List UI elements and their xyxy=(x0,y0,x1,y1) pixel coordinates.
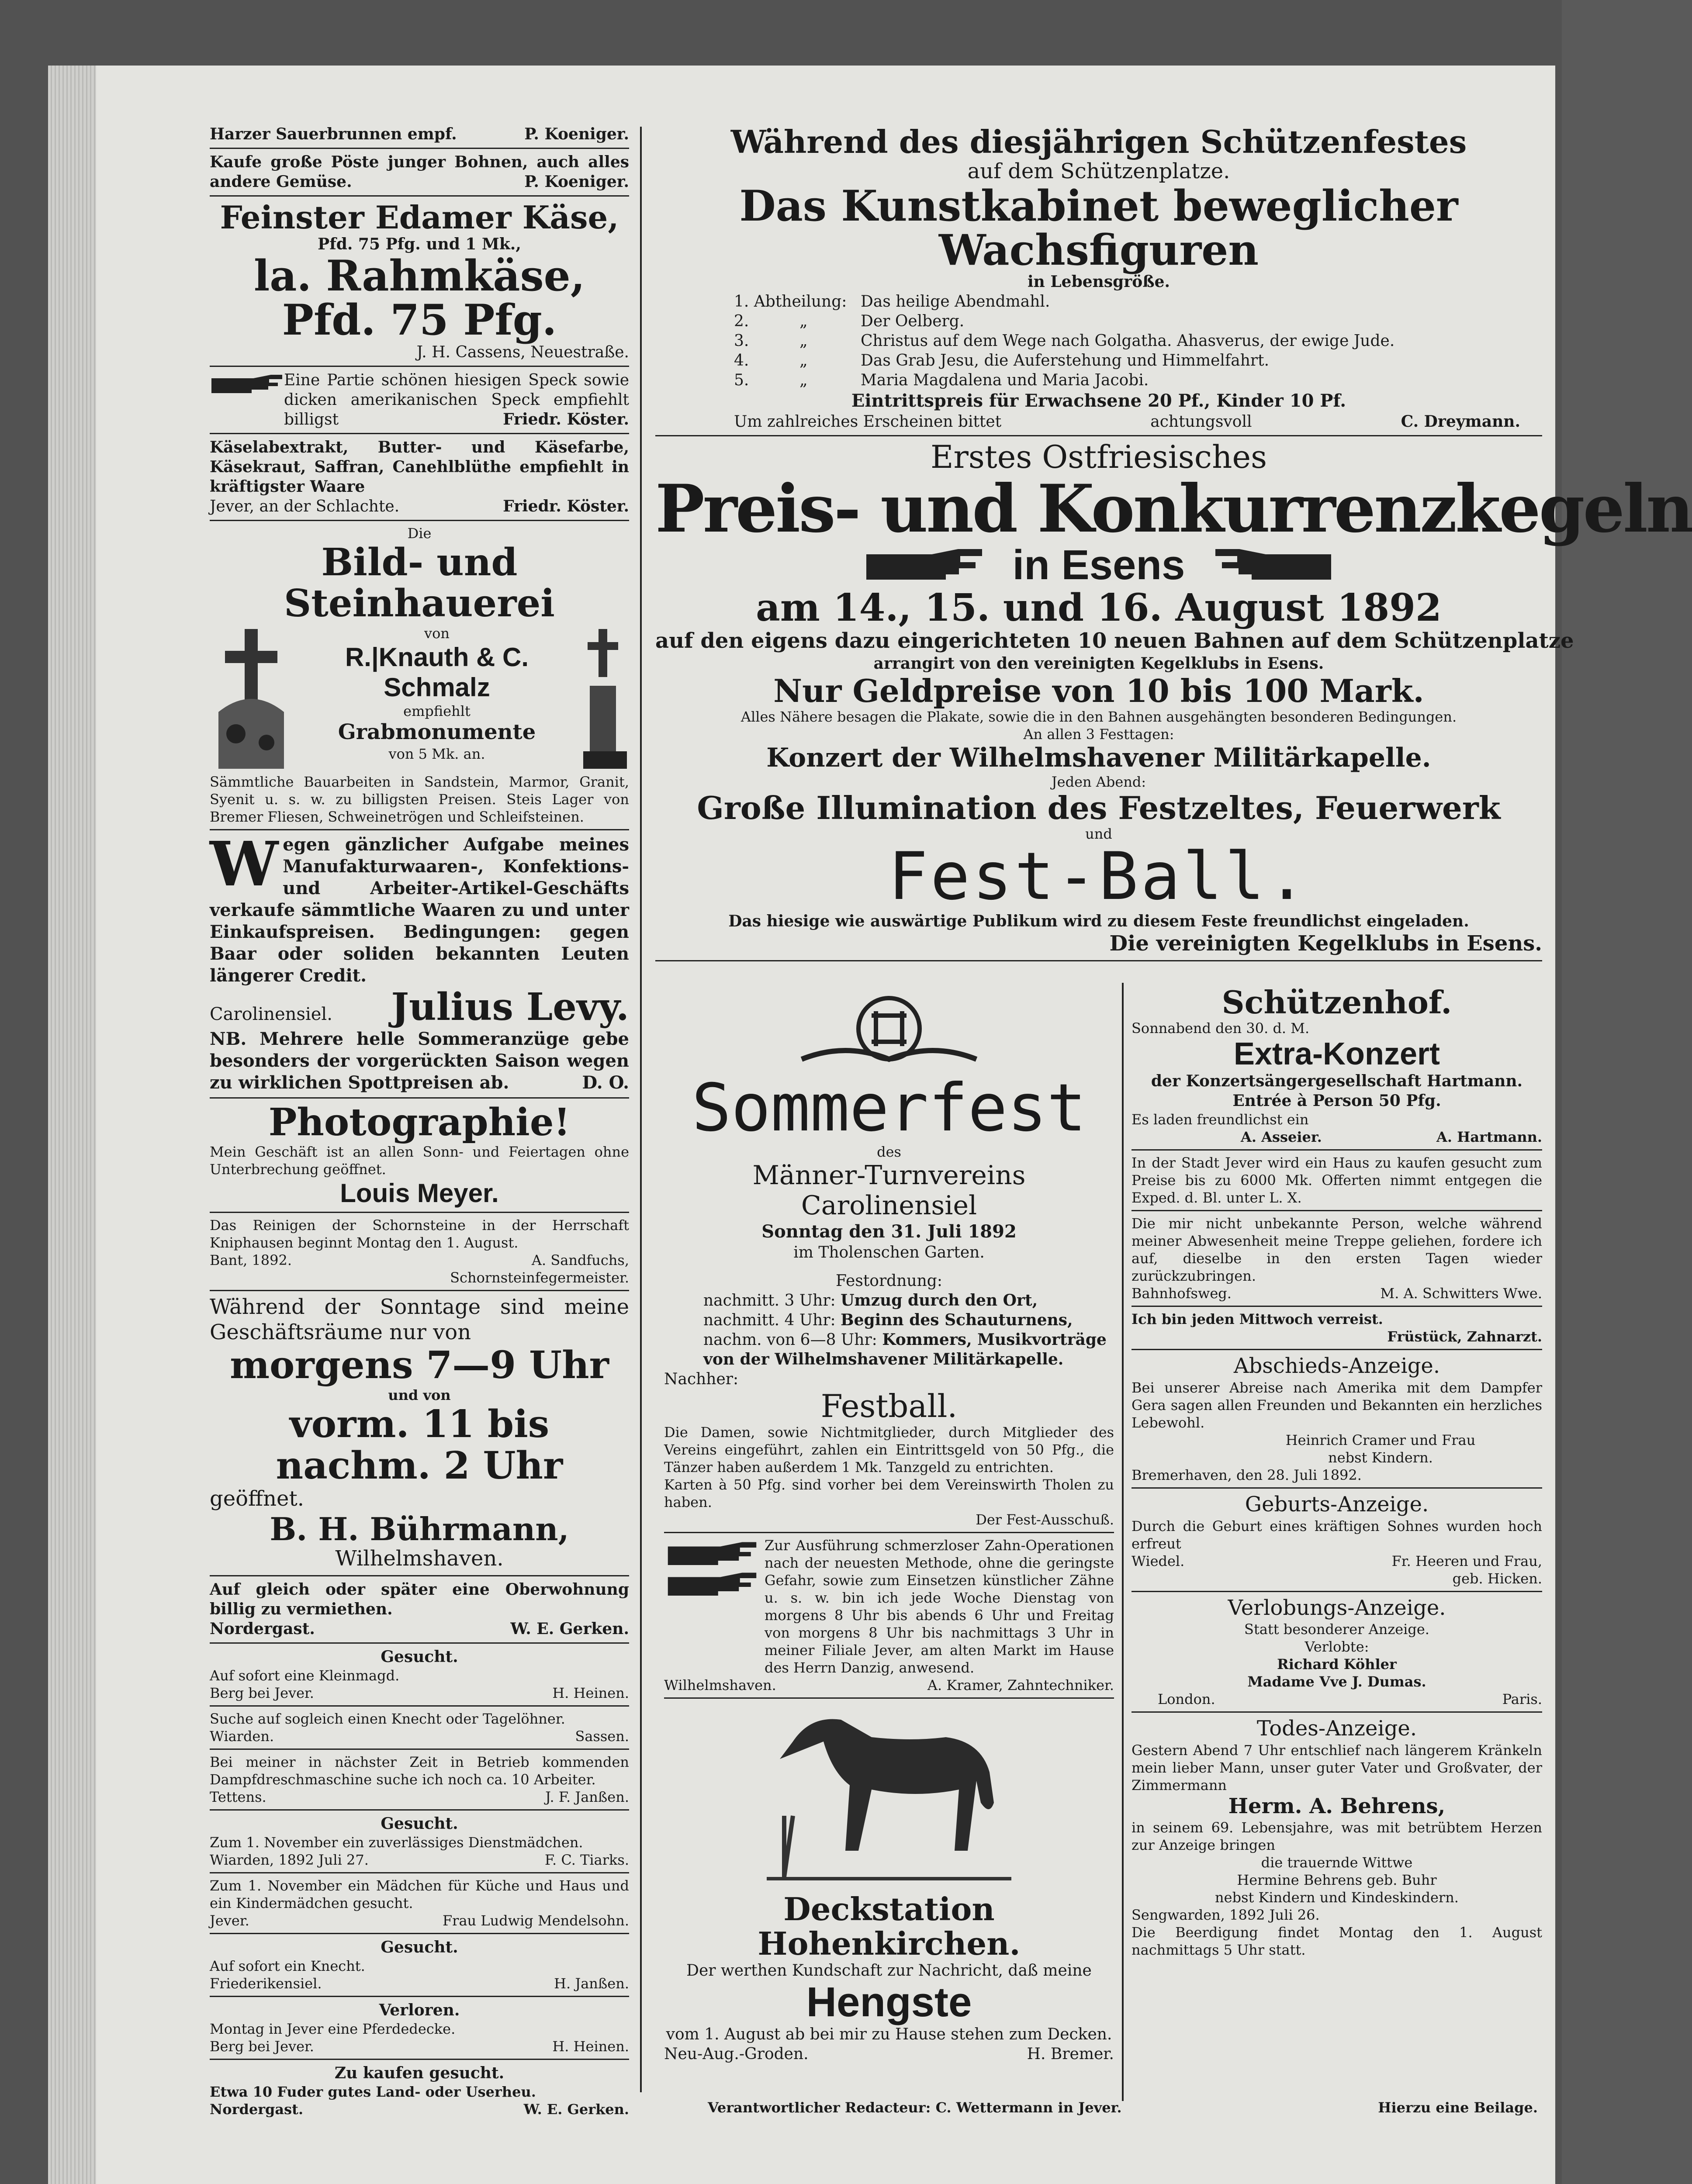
ad-place: Jever. xyxy=(210,1912,249,1929)
ad-signature: Hermine Behrens geb. Buhr xyxy=(1237,1872,1437,1889)
ad-text: Sämmtliche Bauarbeiten in Sandstein, Marmor, Granit, Syenit u. s. w. zu billigsten Preisen. Steis Lager von Bremer Fliesen, Schweinetrögen und Schleifsteinen. xyxy=(210,773,629,825)
ad-text: Karten à 50 Pfg. sind vorher bei dem Vereinswirth Tholen zu haben. xyxy=(664,1476,1114,1510)
ad-signature: A. Kramer, Zahntechniker. xyxy=(927,1676,1114,1693)
ad-firm: R.|Knauth & C. Schmalz xyxy=(345,642,529,702)
ad-text: Zur Ausführung schmerzloser Zahn-Operationen nach der neuesten Methode, ohne die geringste Gefahr, sowie zum Einsetzen künstlicher Zähne u. s. w. bin ich jede Woche Dienstag von morgens 8 Uhr bis abends 6 Uhr und Freitag von morgens 8 Uhr bis nachmittags 3 Uhr in meiner Filiale Jever, am alten Markt im Hause des Herrn Danzig, anwesend. xyxy=(765,1537,1114,1676)
program-time: nachmitt. 3 Uhr: xyxy=(703,1291,836,1310)
ad-place: Jever, an der Schlachte. xyxy=(210,497,400,515)
ad-signature: Früstück, Zahnarzt. xyxy=(1387,1328,1542,1345)
ad-levy xyxy=(210,828,629,1094)
ad-bohnen xyxy=(210,152,629,192)
column-rule-left xyxy=(640,127,642,2092)
ad-name: Herm. A. Behrens, xyxy=(1228,1794,1446,1818)
ad-headline: Verlobungs-Anzeige. xyxy=(1228,1595,1446,1620)
ad-signature-title: Schornsteinfegermeister. xyxy=(450,1269,629,1286)
ad-todes xyxy=(1131,1716,1542,1959)
ad-text: Das Reinigen der Schornsteine in der Herrschaft Kniphausen beginnt Montag den 1. August. xyxy=(210,1217,629,1251)
ad-price: Entrée à Person 50 Pfg. xyxy=(1232,1092,1441,1110)
ad-text: Die Damen, sowie Nichtmitglieder, durch Mitglieder des Vereins eingeführt, zahlen ein Eintrittsgeld von 50 Pfg., die Tänzer haben außerdem 1 Mk. Tanzgeld zu entrichten. xyxy=(664,1424,1114,1476)
ad-text: Auf sofort ein Knecht. xyxy=(210,1957,365,1974)
ad-text: Die mir nicht unbekannte Person, welche während meiner Abwesenheit meine Treppe geliehen, fordere ich auf, dieselbe in den ersten Tagen wieder zurückzubringen. xyxy=(1131,1215,1542,1285)
ad-headline: Photographie! xyxy=(268,1100,571,1144)
ad-place: Friederikensiel. xyxy=(210,1975,322,1992)
ad-text: geöffnet. xyxy=(210,1486,304,1511)
ad-place: Berg bei Jever. xyxy=(210,1684,314,1701)
ad-text: Suche auf sogleich einen Knecht oder Tagelöhner. xyxy=(210,1710,565,1727)
ad-signature: Frau Ludwig Mendelsohn. xyxy=(442,1912,629,1929)
ad-headline: la. Rahmkäse, Pfd. 75 Pfg. xyxy=(253,251,585,345)
ad-signature: Friedr. Köster. xyxy=(503,410,629,429)
pointing-hand-icon xyxy=(664,1567,760,1598)
ad-headline: Gesucht. xyxy=(381,1938,458,1956)
list-number: 4. xyxy=(734,352,749,370)
ad-headline: Das Kunstkabinet beweglicher Wachsfiguren xyxy=(739,181,1458,275)
ad-date: Sonntag den 31. Juli 1892 xyxy=(761,1221,1017,1242)
ad-signature: Der Fest-Ausschuß. xyxy=(976,1511,1114,1528)
ad-text: vom 1. August ab bei mir zu Hause stehen zum Decken. xyxy=(666,2025,1112,2043)
ad-text: Während der Sonntage sind meine Geschäftsräume nur von xyxy=(210,1295,629,1344)
ad-place: Paris. xyxy=(1502,1691,1542,1708)
ad-place: London. xyxy=(1158,1691,1215,1708)
list-item: Das Grab Jesu, die Auferstehung und Himmelfahrt. xyxy=(861,352,1270,370)
ad-text: Eine Partie schönen hiesigen Speck sowie dicken amerikanischen Speck empfiehlt billigst xyxy=(284,371,629,429)
ad-headline: Männer-Turnvereins Carolinensiel xyxy=(752,1160,1026,1221)
ad-headline: Hengste xyxy=(806,1979,972,2026)
ad-date: Sonnabend den 30. d. M. xyxy=(1131,1020,1310,1037)
ad-signature: H. Bremer. xyxy=(1027,2045,1114,2063)
ad-place: Tettens. xyxy=(210,1788,266,1805)
ad-signature: Sassen. xyxy=(575,1728,629,1745)
ad-place: Nordergast. xyxy=(210,2101,304,2118)
ad-text: Etwa 10 Fuder gutes Land- oder Userheu. xyxy=(210,2083,536,2100)
ad-headline: Gesucht. xyxy=(381,1814,458,1833)
ad-place: Carolinensiel. xyxy=(210,1004,332,1024)
ad-text: von xyxy=(424,625,450,642)
ad-text: arrangirt von den vereinigten Kegelklubs in Esens. xyxy=(873,654,1324,673)
ad-text: Erstes Ostfriesisches xyxy=(930,439,1267,476)
ad-text: Montag in Jever eine Pferdedecke. xyxy=(210,2020,456,2037)
ad-sauerbrunnen xyxy=(210,124,629,144)
ad-text: Durch die Geburt eines kräftigen Sohnes wurden hoch erfreut xyxy=(1131,1517,1542,1552)
list-number: 2. xyxy=(734,312,749,331)
drop-cap: W xyxy=(210,828,279,900)
ad-text: Bei meiner in nächster Zeit in Betrieb kommenden Dampfdreschmaschine suche ich noch ca. 10 Arbeiter. xyxy=(210,1753,629,1788)
ad-text: NB. Mehrere helle Sommeranzüge gebe besonders der vorgerückten Saison wegen zu wirklichen Spottpreisen ab. xyxy=(210,1028,629,1093)
ad-signature: Friedr. Köster. xyxy=(503,497,629,515)
footer-supplement: Hierzu eine Beilage. xyxy=(1378,2099,1538,2116)
ad-text: Auf gleich oder später eine Oberwohnung billig zu vermiethen. xyxy=(210,1580,629,1618)
ad-text: Die Beerdigung findet Montag den 1. August nachmittags 5 Uhr statt. xyxy=(1131,1924,1542,1959)
ad-headline: Feinster Edamer Käse, xyxy=(220,199,619,236)
list-number: 3. xyxy=(734,332,749,350)
ad-place: Sengwarden, 1892 Juli 26. xyxy=(1131,1907,1320,1924)
ad-text: in Lebensgröße. xyxy=(1027,273,1170,291)
ad-signature: nebst Kindern und Kindeskindern. xyxy=(1215,1889,1459,1906)
ditto-mark: „ xyxy=(799,371,808,390)
ad-text: Es laden freundlichst ein xyxy=(1131,1111,1309,1128)
ad-place: Nordergast. xyxy=(210,1619,315,1638)
pointing-hand-icon xyxy=(210,370,284,395)
ad-oberwohnung xyxy=(210,1580,629,1639)
pointing-hand-icon xyxy=(664,1537,760,1567)
ad-headline: Große Illumination des Festzeltes, Feuerwerk xyxy=(697,789,1501,827)
ad-name: Madame Vve J. Dumas. xyxy=(1247,1673,1426,1690)
ad-text: Die xyxy=(407,525,432,542)
ad-place: Wiarden. xyxy=(210,1728,274,1745)
ad-headline: Während des diesjährigen Schützenfestes xyxy=(730,123,1467,160)
ad-text: achtungsvoll xyxy=(1150,413,1252,431)
ad-place: Bahnhofsweg. xyxy=(1131,1285,1232,1302)
program-time: nachmitt. 4 Uhr: xyxy=(703,1311,836,1329)
ad-signature: geb. Hicken. xyxy=(1452,1570,1542,1587)
ad-place: Wilhelmshaven. xyxy=(664,1676,776,1693)
ad-text: egen gänzlicher Aufgabe meines Manufakturwaaren-, Konfektions- und Arbeiter-Artikel-Geschäfts verkaufe sämmtliche Waaren zu und unter Einkaufspreisen. Bedingungen: gegen Baar oder soliden bekannten Leuten längerer Credit. xyxy=(210,834,629,986)
ad-place: Wilhelmshaven. xyxy=(335,1546,504,1571)
ad-headline: morgens 7—9 Uhr xyxy=(230,1343,609,1388)
ad-signature: A. Sandfuchs, xyxy=(531,1252,629,1269)
ad-steinhauerei xyxy=(210,525,629,826)
ad-text: empfiehlt xyxy=(403,702,471,719)
ad-headline: Deckstation Hohenkirchen. xyxy=(758,1890,1021,1962)
ad-text: Mein Geschäft ist an allen Sonn- und Feiertagen ohne Unterbrechung geöffnet. xyxy=(210,1144,629,1178)
ad-gesucht-dienstmaedchen xyxy=(210,1814,629,1869)
column-wide xyxy=(655,123,1692,965)
ad-signature: Fr. Heeren und Frau, xyxy=(1391,1552,1542,1569)
ad-schuetzenhof xyxy=(1131,985,1542,1146)
ad-text: auf den eigens dazu eingerichteten 10 neuen Bahnen auf dem Schützenplatze xyxy=(655,629,1574,653)
ad-headline: in Esens xyxy=(1012,542,1185,589)
ad-photographie xyxy=(210,1102,629,1209)
ad-signature: Louis Meyer. xyxy=(340,1178,499,1208)
ad-headline: Todes-Anzeige. xyxy=(1256,1716,1417,1741)
column-rule-right xyxy=(1122,983,1124,2101)
list-number: 1. Abtheilung: xyxy=(734,293,847,311)
ad-wachsfiguren xyxy=(655,124,1542,432)
ad-headline: Preis- und Konkurrenzkegeln xyxy=(655,470,1692,547)
ad-signature: C. Dreymann. xyxy=(1401,412,1520,431)
ad-abschied xyxy=(1131,1354,1542,1484)
pointing-hand-right-icon xyxy=(864,546,986,585)
ad-text: Statt besonderer Anzeige. xyxy=(1244,1621,1429,1638)
ad-text: auf dem Schützenplatze. xyxy=(967,159,1230,184)
ad-signature: H. Heinen. xyxy=(552,1684,629,1701)
column-mid xyxy=(664,985,1114,2064)
ad-signature: B. H. Bührmann, xyxy=(270,1510,569,1548)
list-item: Das heilige Abendmahl. xyxy=(861,293,1050,311)
ditto-mark: „ xyxy=(799,352,808,370)
ad-place: Wiarden, 1892 Juli 27. xyxy=(210,1851,369,1868)
page-edge-stack xyxy=(48,66,100,2184)
ad-text: Um zahlreiches Erscheinen bittet xyxy=(734,413,1002,431)
ad-headline: Festball. xyxy=(820,1387,958,1424)
ad-signature: nebst Kindern. xyxy=(1328,1449,1433,1466)
ad-signature: Julius Levy. xyxy=(391,985,629,1029)
ad-text: Der werthen Kundschaft zur Nachricht, daß meine xyxy=(686,1962,1092,1980)
ad-gesucht-kleinmagd xyxy=(210,1647,629,1702)
ad-place: Berg bei Jever. xyxy=(210,2038,314,2055)
ad-signature: H. Heinen. xyxy=(552,2038,629,2055)
ad-text: Ich bin jeden Mittwoch verreist. xyxy=(1131,1311,1383,1328)
ad-signature: F. C. Tiarks. xyxy=(544,1851,629,1868)
list-item: Christus auf dem Wege nach Golgatha. Ahasverus, der ewige Jude. xyxy=(861,332,1395,350)
ad-signature: Heinrich Cramer und Frau xyxy=(1285,1431,1476,1448)
ad-signature: H. Janßen. xyxy=(554,1975,629,1992)
ad-schornstein xyxy=(210,1216,629,1286)
page-footer xyxy=(708,2099,1538,2116)
ditto-mark: „ xyxy=(799,332,808,350)
ad-headline: Gesucht. xyxy=(381,1647,458,1666)
ad-treppe xyxy=(1131,1215,1542,1302)
pointing-hand-left-icon xyxy=(1211,546,1333,585)
ad-extrakt xyxy=(210,438,629,516)
ad-place: Wiedel. xyxy=(1131,1552,1185,1569)
ad-text: Jeden Abend: xyxy=(1051,774,1146,791)
ad-speck xyxy=(210,370,629,429)
ad-signature: M. A. Schwitters Wwe. xyxy=(1380,1285,1542,1302)
ad-deckstation xyxy=(664,1702,1114,2064)
program-event: Beginn des Schauturnens, xyxy=(841,1310,1073,1329)
ad-kaese xyxy=(210,200,629,362)
ad-headline: Nur Geldpreise von 10 bis 100 Mark. xyxy=(773,672,1424,710)
ad-signature: A. Hartmann. xyxy=(1436,1129,1542,1146)
column-left xyxy=(210,124,629,2118)
ad-text: Das hiesige wie auswärtige Publikum wird zu diesem Feste freundlichst eingeladen. xyxy=(728,912,1469,930)
ad-price: Eintrittspreis für Erwachsene 20 Pf., Kinder 10 Pf. xyxy=(851,390,1346,411)
ad-name: Richard Köhler xyxy=(1277,1656,1397,1673)
ad-text: An allen 3 Festtagen: xyxy=(1023,726,1174,743)
ad-text: und von xyxy=(388,1386,451,1403)
ad-kegeln xyxy=(655,439,1692,956)
ad-text: Bei unserer Abreise nach Amerika mit dem Dampfer Gera sagen allen Freunden und Bekannten ein herzliches Lebewohl. xyxy=(1131,1379,1542,1431)
ad-signature: P. Koeniger. xyxy=(524,125,629,143)
ad-sommerfest xyxy=(664,985,1114,1528)
ad-text: Käselabextrakt, Butter- und Käsefarbe, Käsekraut, Saffran, Canehlblüthe empfiehlt in kräftigster Waare xyxy=(210,438,629,496)
ad-signature: P. Koeniger. xyxy=(524,173,629,191)
ad-fruestueck xyxy=(1131,1310,1542,1345)
ad-text: Kaufe große Pöste junger Bohnen, auch alles andere Gemüse. xyxy=(210,153,629,191)
gravestone-icon xyxy=(581,625,629,773)
stallion-icon xyxy=(767,1702,1011,1890)
footer-editor: Verantwortlicher Redacteur: C. Wettermann in Jever. xyxy=(708,2099,1122,2116)
ad-dampfdresch xyxy=(210,1753,629,1806)
grave-cross-icon xyxy=(210,625,293,773)
ad-text: im Tholenschen Garten. xyxy=(793,1243,985,1261)
ad-signature: die trauernde Wittwe xyxy=(1261,1854,1413,1871)
ad-headline: Fest-Ball. xyxy=(888,839,1309,915)
ad-place: Bremerhaven, den 28. Juli 1892. xyxy=(1131,1466,1362,1483)
ad-signature: A. Asseier. xyxy=(1241,1129,1322,1146)
ad-text: und xyxy=(1085,826,1112,843)
ad-zahntechniker xyxy=(664,1537,1114,1676)
ad-geburt xyxy=(1131,1492,1542,1587)
ad-text: Gestern Abend 7 Uhr entschlief nach längerem Kränkeln mein lieber Mann, unser guter Vater und Großvater, der Zimmermann xyxy=(1131,1742,1542,1794)
program-event: Kommers, Musikvorträge von der Wilhelmshavener Militärkapelle. xyxy=(703,1330,1107,1368)
ad-place: Neu-Aug.-Groden. xyxy=(664,2045,809,2063)
ad-place: Bant, 1892. xyxy=(210,1252,292,1269)
ad-text: Zum 1. November ein zuverlässiges Dienstmädchen. xyxy=(210,1834,583,1851)
ad-signature: J. H. Cassens, Neuestraße. xyxy=(416,343,629,361)
ad-text: in seinem 69. Lebensjahre, was mit betrübtem Herzen zur Anzeige bringen xyxy=(1131,1819,1542,1854)
ad-headline: Grabmonumente xyxy=(338,719,536,744)
list-item: Maria Magdalena und Maria Jacobi. xyxy=(861,371,1149,390)
ad-headline: Bild- und Steinhauerei xyxy=(284,540,555,626)
program-time: nachm. von 6—8 Uhr: xyxy=(703,1330,877,1349)
ad-haus: In der Stadt Jever wird ein Haus zu kaufen gesucht zum Preise bis zu 6000 Mk. Offerten nimmt entgegen die Exped. d. Bl. unter L. X. xyxy=(1131,1154,1542,1206)
ad-signature: W. E. Gerken. xyxy=(510,1619,629,1638)
ad-verloren xyxy=(210,2001,629,2055)
ad-text: Nachher: xyxy=(664,1370,739,1388)
ad-signature: Die vereinigten Kegelklubs in Esens. xyxy=(1109,931,1542,956)
ad-text: Festordnung: xyxy=(836,1272,942,1290)
turner-emblem-icon xyxy=(797,985,981,1072)
ad-text: Verlobte: xyxy=(1304,1638,1369,1655)
ad-text: Alles Nähere besagen die Plakate, sowie die in den Bahnen ausgehängten besonderen Bedingungen. xyxy=(740,708,1457,726)
ad-headline: vorm. 11 bis nachm. 2 Uhr xyxy=(276,1402,563,1488)
ad-headline: Extra-Konzert xyxy=(1233,1037,1440,1072)
ad-headline: Verloren. xyxy=(379,2001,460,2019)
list-number: 5. xyxy=(734,371,749,390)
ad-headline: Abschieds-Anzeige. xyxy=(1233,1354,1440,1379)
ad-signature: W. E. Gerken. xyxy=(523,2101,629,2118)
ad-headline: Zu kaufen gesucht. xyxy=(334,2063,505,2082)
ad-signature: J. F. Janßen. xyxy=(545,1788,629,1805)
column-right xyxy=(1131,985,1542,1959)
ad-text: der Konzertsängergesellschaft Hartmann. xyxy=(1151,1072,1523,1091)
ad-sonntag xyxy=(210,1295,629,1571)
ad-text: Auf sofort eine Kleinmagd. xyxy=(210,1667,400,1684)
ad-price: von 5 Mk. an. xyxy=(388,745,485,762)
list-item: Der Oelberg. xyxy=(861,312,965,331)
ad-date: am 14., 15. und 16. August 1892 xyxy=(756,585,1442,630)
ad-gesucht-knecht xyxy=(210,1938,629,1992)
ad-price: Pfd. 75 Pfg. und 1 Mk., xyxy=(318,235,521,254)
ditto-mark: „ xyxy=(799,312,808,331)
ad-zu-kaufen xyxy=(210,2063,629,2118)
ad-signature: D. O. xyxy=(582,1072,629,1093)
ad-knecht xyxy=(210,1710,629,1745)
program-event: Umzug durch den Ort, xyxy=(841,1291,1038,1310)
ad-headline: Konzert der Wilhelmshavener Militärkapelle. xyxy=(766,743,1431,774)
ad-text: Harzer Sauerbrunnen empf. xyxy=(210,125,457,143)
ad-text: Zum 1. November ein Mädchen für Küche und Haus und ein Kindermädchen gesucht. xyxy=(210,1877,629,1911)
ad-headline: Schützenhof. xyxy=(1221,984,1452,1021)
ad-headline: Sommerfest xyxy=(692,1070,1086,1146)
ad-verlobung xyxy=(1131,1596,1542,1708)
ad-mendelsohn xyxy=(210,1877,629,1929)
ad-text: des xyxy=(877,1143,901,1160)
ad-headline: Geburts-Anzeige. xyxy=(1245,1492,1429,1517)
